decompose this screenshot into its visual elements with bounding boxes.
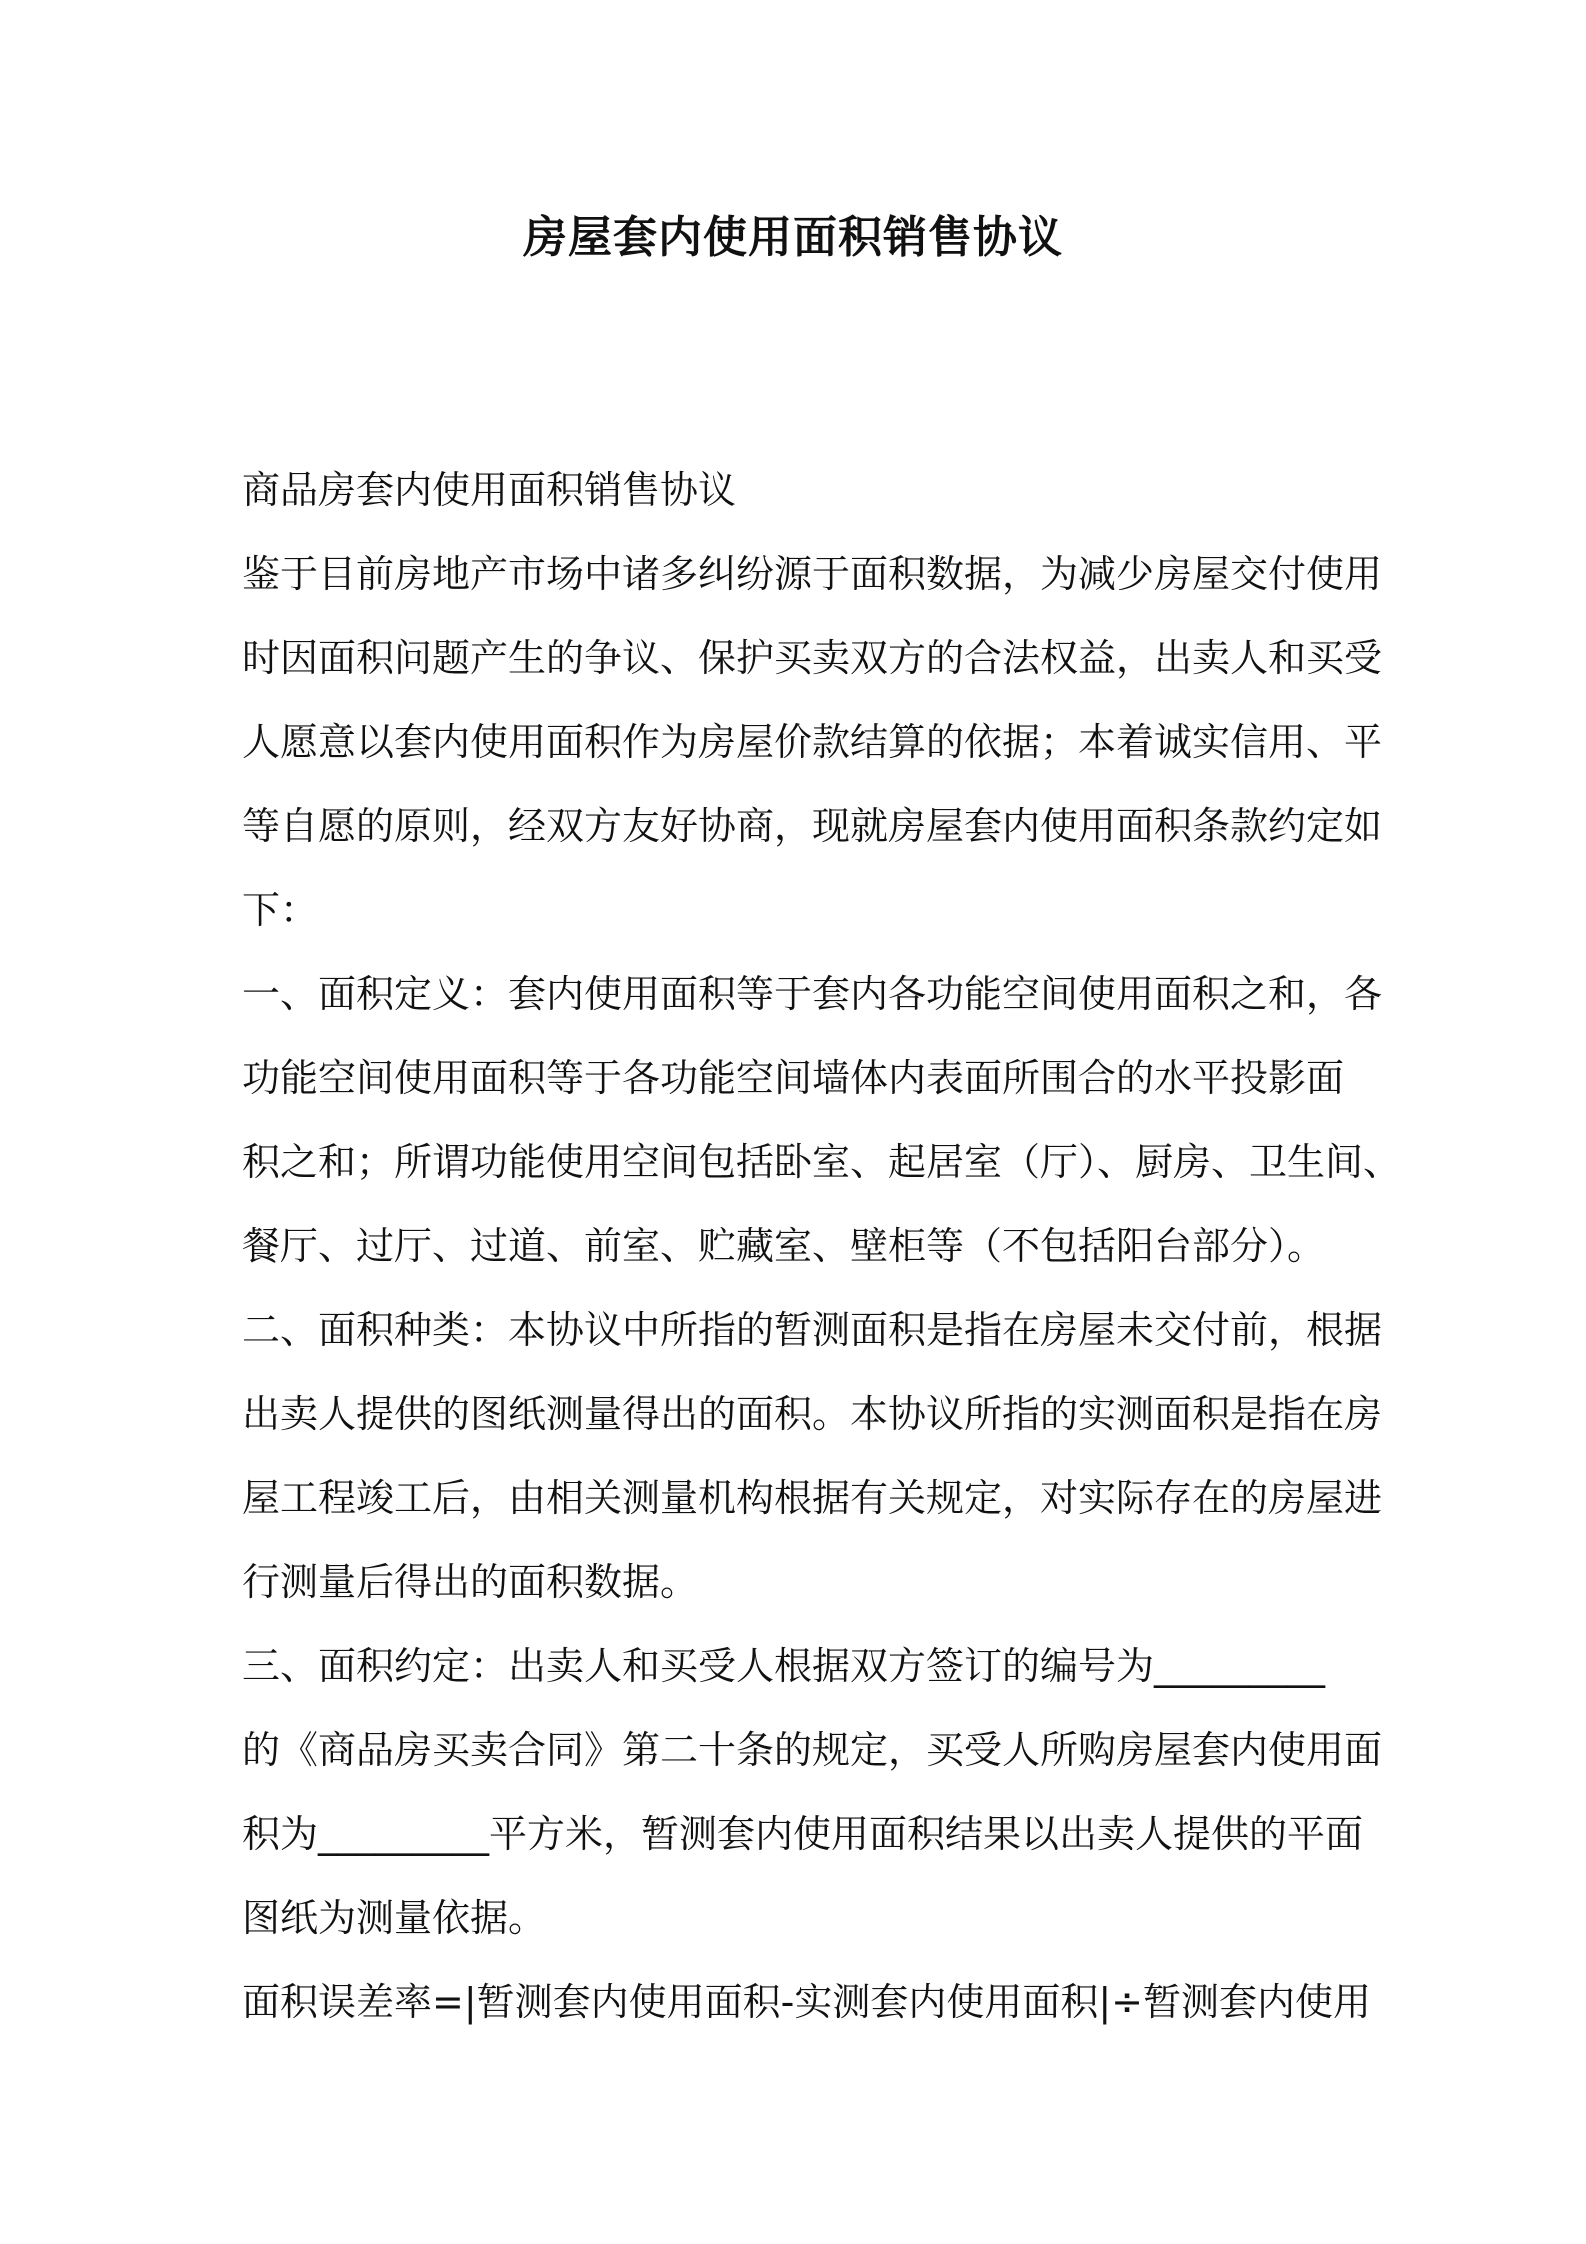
body-line: 面积误差率=|暂测套内使用面积-实测套内使用面积|÷暂测套内使用 [242,1980,1371,2024]
body-line: 商品房套内使用面积销售协议 [242,468,737,512]
body-line: 积为_________平方米，暂测套内使用面积结果以出卖人提供的平面 [242,1812,1364,1856]
document-title: 房屋套内使用面积销售协议 [523,212,1063,263]
body-line: 的《商品房买卖合同》第二十条的规定，买受人所购房屋套内使用面 [242,1728,1383,1772]
body-line: 下： [242,888,319,932]
body-line: 餐厅、过厅、过道、前室、贮藏室、壁柜等（不包括阳台部分）。 [242,1224,1326,1268]
body-line: 出卖人提供的图纸测量得出的面积。本协议所指的实测面积是指在房 [242,1392,1383,1436]
body-line: 二、面积种类：本协议中所指的暂测面积是指在房屋未交付前，根据 [242,1308,1383,1352]
body-line: 一、面积定义：套内使用面积等于套内各功能空间使用面积之和，各 [242,972,1383,1016]
body-line: 功能空间使用面积等于各功能空间墙体内表面所围合的水平投影面 [242,1056,1345,1100]
body-line: 积之和；所谓功能使用空间包括卧室、起居室（厅）、厨房、卫生间、 [242,1140,1402,1184]
body-line: 行测量后得出的面积数据。 [242,1560,699,1604]
document-body [242,448,1402,2044]
body-line: 三、面积约定：出卖人和买受人根据双方签订的编号为_________ [242,1644,1326,1688]
body-line: 人愿意以套内使用面积作为房屋价款结算的依据；本着诚实信用、平 [242,720,1383,764]
body-line: 等自愿的原则，经双方友好协商，现就房屋套内使用面积条款约定如 [242,804,1383,848]
body-line: 时因面积问题产生的争议、保护买卖双方的合法权益，出卖人和买受 [242,636,1383,680]
body-line: 屋工程竣工后，由相关测量机构根据有关规定，对实际存在的房屋进 [242,1476,1383,1520]
body-line: 图纸为测量依据。 [242,1896,547,1940]
body-line: 鉴于目前房地产市场中诸多纠纷源于面积数据，为减少房屋交付使用 [242,552,1383,596]
